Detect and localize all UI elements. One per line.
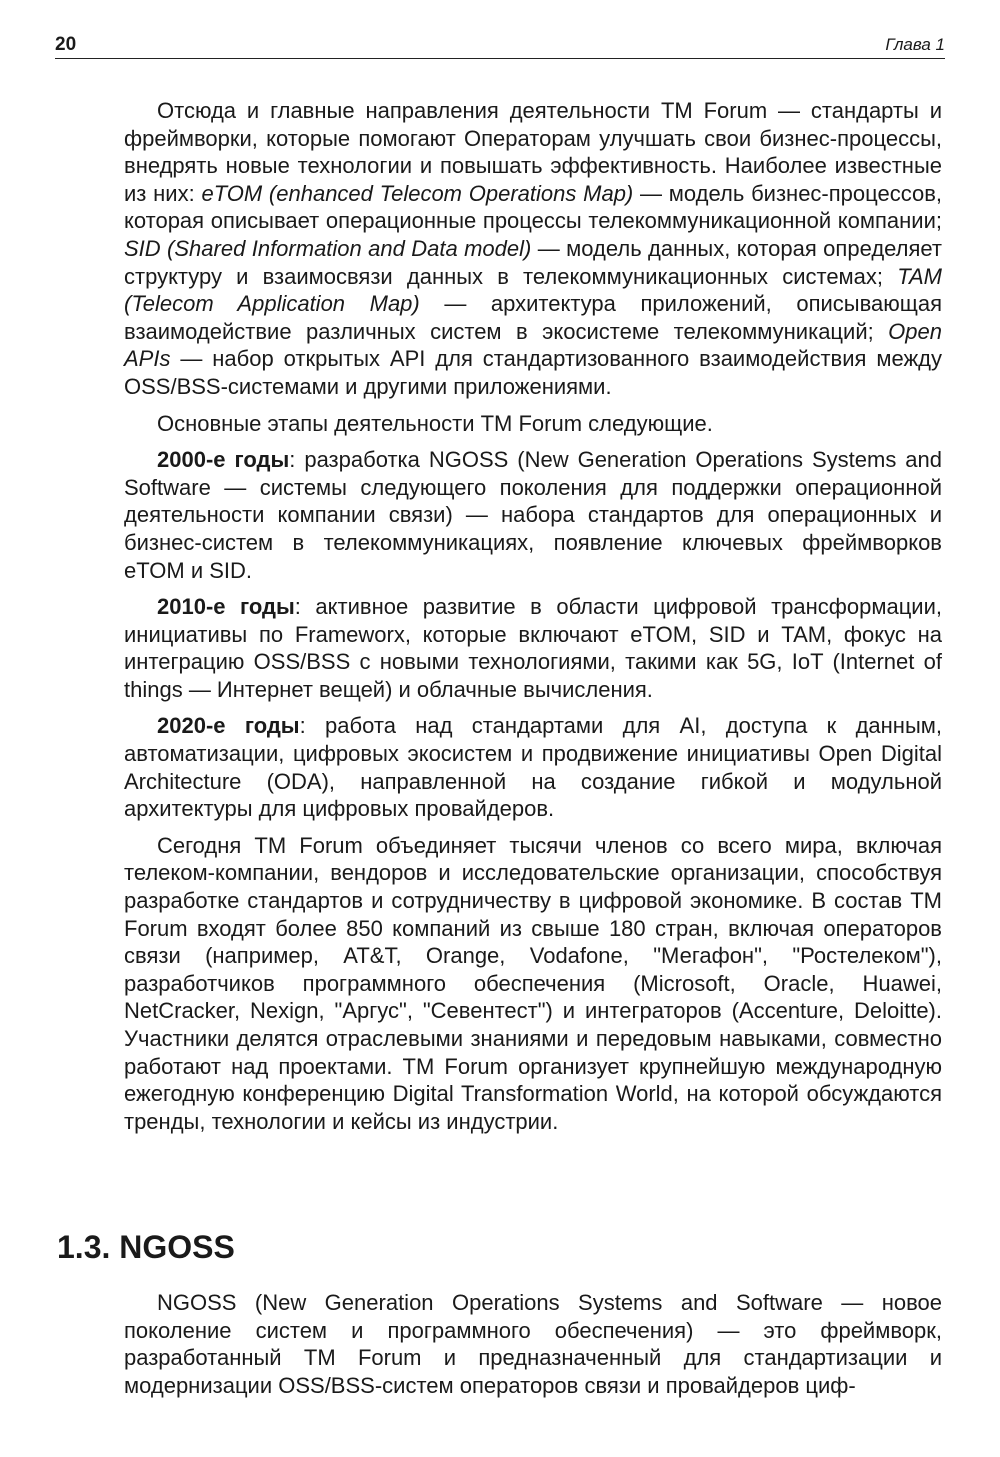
term-sid: SID (Shared Information and Data model) — [124, 235, 532, 261]
text-run: Отсюда и главные направления деятельности TM Forum — стандарты и фреймворки, которые помогают Операторам улучшать свои бизнес-процессы, внедрять новые технологии и повышать эффективность. Наиболее известные из них: — [124, 98, 942, 206]
label-2020s: 2020-е годы — [157, 713, 300, 739]
section-heading-ngoss: 1.3. NGOSS — [57, 1229, 235, 1265]
section-text — [124, 1289, 942, 1399]
paragraph-stages-intro: Основные этапы деятельности TM Forum следующие. — [157, 410, 713, 436]
main-text — [124, 97, 942, 1135]
running-head-chapter: Глава 1 — [885, 35, 945, 54]
page-header — [55, 34, 945, 59]
text-run: — набор открытых API для стандартизованного взаимодействия между OSS/BSS-системами и другими приложениями. — [124, 346, 942, 399]
text-run: : активное развитие в области цифровой трансформации, инициативы по Frameworx, которые включают eTOM, SID и TAM, фокус на интеграцию OSS/BSS с новыми технологиями, такими как 5G, IoT (Internet of things — Интернет вещей) и облачные вычисления. — [124, 594, 942, 702]
paragraph-2000s — [124, 446, 942, 584]
text-run: — модель бизнес-процессов, которая описывает операционные процессы телекоммуникационной компании; — [124, 180, 943, 234]
paragraph-2010s — [124, 593, 942, 703]
paragraph-tm-forum-frameworks — [124, 97, 942, 401]
term-etom: eTOM (enhanced Telecom Operations Map) — [201, 180, 634, 206]
text-run: — архитектура приложений, описывающая взаимодействие различных систем в экосистеме телекоммуникаций; — [124, 291, 943, 344]
paragraph-2020s — [124, 712, 942, 822]
term-tam: TAM (Telecom Application Map) — [124, 263, 942, 317]
paragraph-ngoss-definition: NGOSS (New Generation Operations Systems and Software — новое поколение систем и программного обеспечения) — это фреймворк, разработанный TM Forum и предназначенный для стандартизации и модернизации OSS/BSS-систем операторов связи и провайдеров циф- — [124, 1290, 942, 1398]
text-run: : работа над стандартами для AI, доступа к данным, автоматизации, цифровых экосистем и продвижение инициативы Open Digital Architecture (ODA), направленной на создание гибкой и модульной архитектуры для цифровых провайдеров. — [124, 713, 943, 822]
label-2010s: 2010-е годы — [157, 594, 295, 620]
label-2000s: 2000-е годы — [157, 447, 290, 473]
term-open-apis: Open APIs — [124, 318, 942, 372]
page-number: 20 — [55, 34, 77, 55]
text-run: — модель данных, которая определяет структуру и взаимосвязи данных в телекоммуникационных системах; — [124, 235, 942, 289]
text-run: : разработка NGOSS (New Generation Operations Systems and Software — системы следующего поколения для поддержки операционной деятельности компании связи) — набора стандартов для операционных и бизнес-систем в телекоммуникациях, появление ключевых фреймворков eTOM и SID. — [124, 447, 942, 583]
paragraph-tm-forum-today: Сегодня TM Forum объединяет тысячи членов со всего мира, включая телеком-компании, вендоров и исследовательские организации, способствуя разработке стандартов и сотрудничеству в цифровой экономике. В состав TM Forum входят более 850 компаний из свыше 180 стран, включая операторов связи (например, AT&T, Orange, Vodafone, "Мегафон", "Ростелеком"), разработчиков программного обеспечения (Microsoft, Oracle, Huawei, NetCracker, Nexign, "Аргус", "Севентест") и интеграторов (Accenture, Deloitte). Участники делятся отраслевыми знаниями и передовым навыками, совместно работают над проектами. TM Forum организует крупнейшую международную ежегодную конференцию Digital Transformation World, на которой обсуждаются тренды, технологии и кейсы из индустрии. — [124, 832, 942, 1134]
